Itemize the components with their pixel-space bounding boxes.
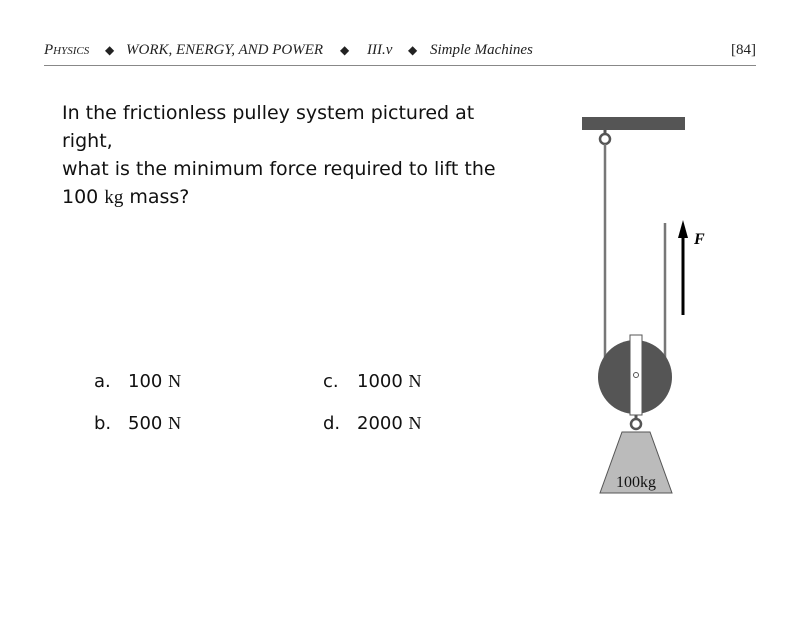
topic-title: Simple Machines — [430, 42, 533, 58]
option-letter: b. — [94, 413, 112, 434]
option-unit: N — [408, 371, 422, 391]
mass-unit: kg — [104, 187, 124, 208]
ceiling-bar — [582, 117, 685, 130]
option-c[interactable] — [323, 371, 422, 392]
page-number: [84] — [731, 42, 756, 58]
question-text — [62, 99, 522, 212]
pulley-diagram — [570, 105, 720, 505]
arrow-up-icon — [678, 220, 688, 238]
chapter-title: WORK, ENERGY, AND POWER — [126, 42, 324, 58]
question-end: mass? — [123, 186, 190, 208]
header-divider — [44, 65, 756, 66]
mass-value: 100 — [62, 186, 105, 208]
section-number: III.v — [367, 42, 393, 58]
question-line-2: what is the minimum force required to lift the — [62, 158, 496, 180]
option-d[interactable] — [323, 413, 422, 434]
option-value: 2000 — [357, 413, 409, 434]
bullet-separator: ◆ — [408, 43, 418, 57]
subject-rest: HYSICS — [53, 45, 90, 57]
option-letter: d. — [323, 413, 341, 434]
option-value: 500 — [128, 413, 169, 434]
option-letter: a. — [94, 371, 111, 392]
bullet-separator: ◆ — [340, 43, 350, 57]
option-unit: N — [168, 371, 182, 391]
option-value: 100 — [128, 371, 169, 392]
pulley-axle-icon — [634, 373, 639, 378]
page-header — [44, 42, 756, 64]
question-line-3 — [62, 183, 522, 212]
weight-hook-icon — [631, 419, 641, 429]
option-value: 1000 — [357, 371, 409, 392]
subject-initial: P — [44, 42, 54, 58]
option-unit: N — [168, 413, 182, 433]
subject-label — [44, 42, 89, 59]
bullet-separator: ◆ — [105, 43, 115, 57]
option-unit: N — [408, 413, 422, 433]
mass-label: 100kg — [616, 474, 656, 491]
option-letter: c. — [323, 371, 339, 392]
force-label: F — [694, 231, 705, 248]
question-line-1: In the frictionless pulley system pictured at right, — [62, 102, 475, 152]
option-b[interactable] — [94, 413, 181, 434]
option-a[interactable] — [94, 371, 181, 392]
ceiling-hook-icon — [600, 134, 610, 144]
